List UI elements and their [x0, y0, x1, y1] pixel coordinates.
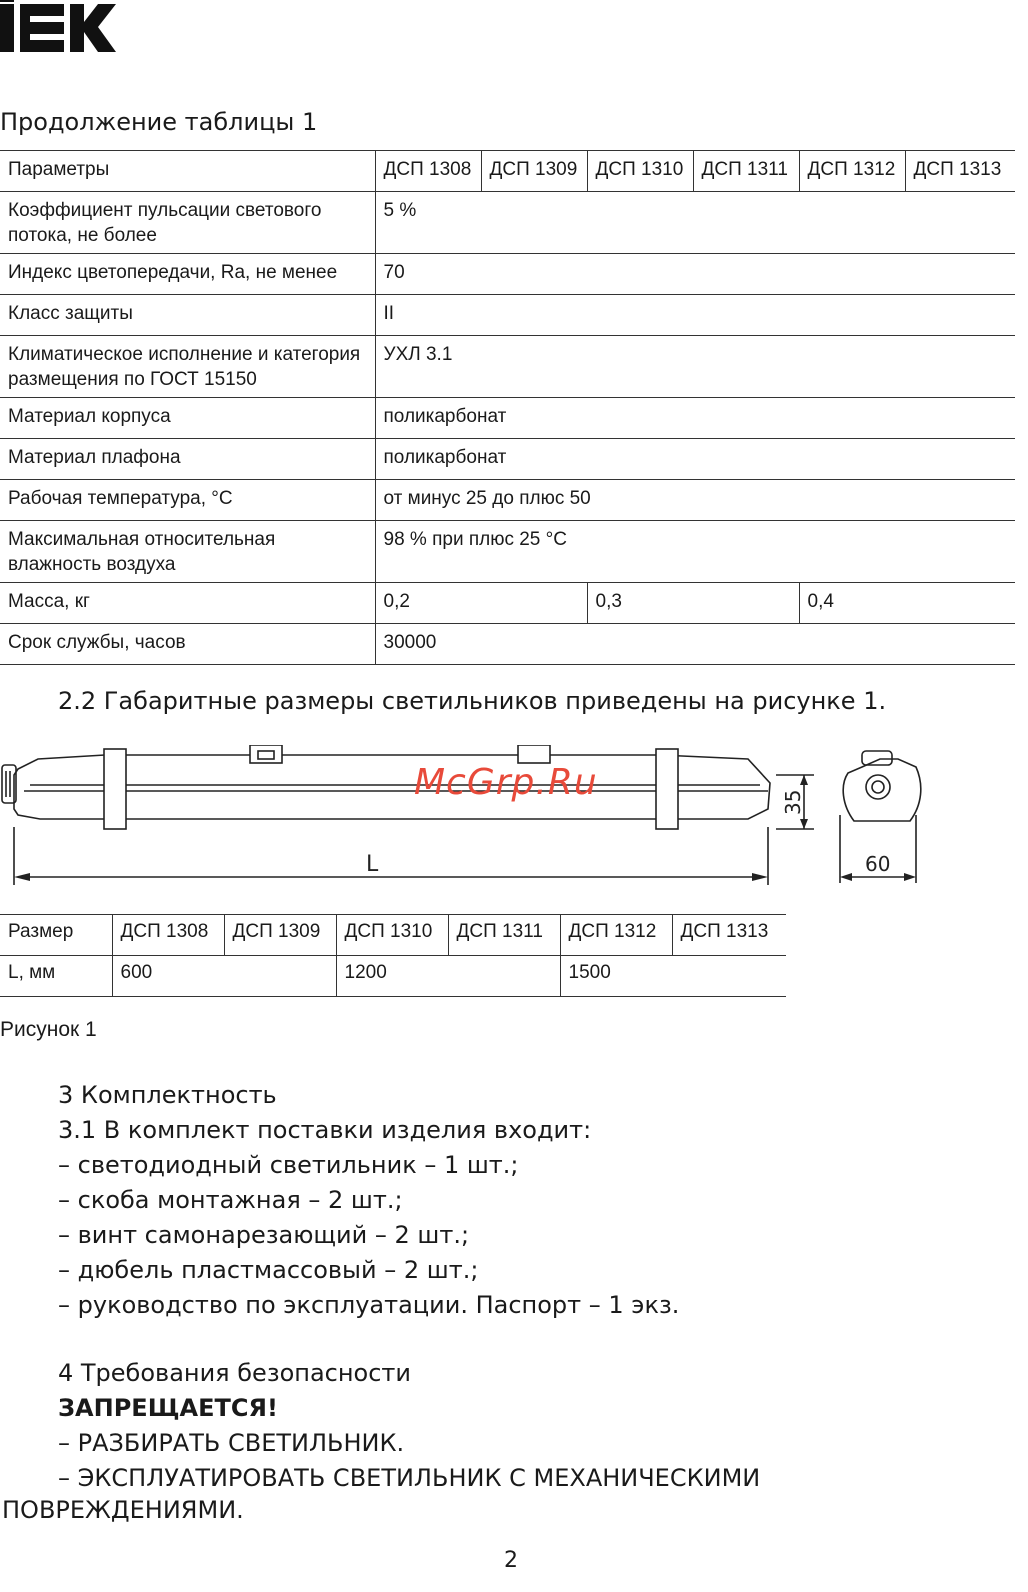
table-row — [0, 398, 1015, 439]
param-cell: Срок службы, часов — [0, 624, 375, 665]
section-3-1-title: 3.1 В комплект поставки изделия входит: — [58, 1116, 592, 1144]
header-cell: ДСП 1308 — [112, 915, 224, 956]
height-label: 35 — [781, 789, 805, 815]
list-item-continuation: ПОВРЕЖДЕНИЯМИ. — [2, 1496, 244, 1524]
table-row — [0, 336, 1015, 398]
header-cell: ДСП 1313 — [905, 151, 1015, 192]
table-row — [0, 439, 1015, 480]
param-cell: Класс защиты — [0, 295, 375, 336]
header-cell: ДСП 1313 — [672, 915, 786, 956]
value-cell: II — [375, 295, 1015, 336]
header-cell: Размер — [0, 915, 112, 956]
table-row — [0, 624, 1015, 665]
header-cell: ДСП 1312 — [799, 151, 905, 192]
list-item: – скоба монтажная – 2 шт.; — [58, 1186, 403, 1214]
length-label: L — [366, 852, 379, 877]
param-cell: Рабочая температура, °С — [0, 480, 375, 521]
section-2-2: 2.2 Габаритные размеры светильников приведены на рисунке 1. — [58, 687, 887, 715]
value-cell: 1200 — [336, 956, 560, 997]
param-cell: Материал плафона — [0, 439, 375, 480]
value-cell: 0,4 — [799, 583, 1015, 624]
table-header-row — [0, 151, 1015, 192]
table-caption: Продолжение таблицы 1 — [0, 108, 318, 136]
value-cell: 0,3 — [587, 583, 799, 624]
warning-heading: ЗАПРЕЩАЕТСЯ! — [58, 1394, 278, 1422]
page-number: 2 — [504, 1548, 518, 1573]
value-cell: поликарбонат — [375, 398, 1015, 439]
spec-table — [0, 150, 1015, 665]
table-header-row — [0, 915, 786, 956]
value-cell: 70 — [375, 254, 1015, 295]
header-cell: ДСП 1311 — [448, 915, 560, 956]
header-cell: ДСП 1309 — [481, 151, 587, 192]
param-cell: Климатическое исполнение и категория размещения по ГОСТ 15150 — [0, 336, 375, 398]
value-cell: 600 — [112, 956, 336, 997]
table-row — [0, 192, 1015, 254]
header-cell: ДСП 1311 — [693, 151, 799, 192]
value-cell: 30000 — [375, 624, 1015, 665]
value-cell: от минус 25 до плюс 50 — [375, 480, 1015, 521]
param-cell: Масса, кг — [0, 583, 375, 624]
header-cell: ДСП 1309 — [224, 915, 336, 956]
header-cell: ДСП 1312 — [560, 915, 672, 956]
list-item: – винт самонарезающий – 2 шт.; — [58, 1221, 470, 1249]
table-row — [0, 254, 1015, 295]
section-4-title: 4 Требования безопасности — [58, 1359, 412, 1387]
header-cell: Параметры — [0, 151, 375, 192]
table-row — [0, 956, 786, 997]
value-cell: 0,2 — [375, 583, 587, 624]
header-cell: ДСП 1310 — [336, 915, 448, 956]
param-cell: Материал корпуса — [0, 398, 375, 439]
iek-logo — [0, 0, 118, 56]
value-cell: поликарбонат — [375, 439, 1015, 480]
table-row — [0, 521, 1015, 583]
list-item: – светодиодный светильник – 1 шт.; — [58, 1151, 519, 1179]
value-cell: 5 % — [375, 192, 1015, 254]
header-cell: ДСП 1310 — [587, 151, 693, 192]
list-item: – дюбель пластмассовый – 2 шт.; — [58, 1256, 479, 1284]
table-row — [0, 583, 1015, 624]
dimensions-table — [0, 914, 786, 997]
table-row — [0, 295, 1015, 336]
value-cell: 1500 — [560, 956, 786, 997]
list-item: – ЭКСПЛУАТИРОВАТЬ СВЕТИЛЬНИК С МЕХАНИЧЕСКИМИ — [58, 1464, 761, 1492]
width-label: 60 — [865, 852, 891, 876]
figure-caption: Рисунок 1 — [0, 1018, 97, 1041]
section-4 — [58, 1356, 760, 1496]
list-item: – РАЗБИРАТЬ СВЕТИЛЬНИК. — [58, 1429, 405, 1457]
value-cell: 98 % при плюс 25 °С — [375, 521, 1015, 583]
section-3-title: 3 Комплектность — [58, 1081, 277, 1109]
list-item: – руководство по эксплуатации. Паспорт – 1 экз. — [58, 1291, 680, 1319]
value-cell: УХЛ 3.1 — [375, 336, 1015, 398]
header-cell: ДСП 1308 — [375, 151, 481, 192]
section-3 — [58, 1078, 679, 1323]
param-cell: Индекс цветопередачи, Ra, не менее — [0, 254, 375, 295]
table-row — [0, 480, 1015, 521]
param-cell: L, мм — [0, 956, 112, 997]
param-cell: Максимальная относительная влажность воздуха — [0, 521, 375, 583]
watermark: McGrp.Ru — [414, 762, 598, 803]
param-cell: Коэффициент пульсации светового потока, не более — [0, 192, 375, 254]
